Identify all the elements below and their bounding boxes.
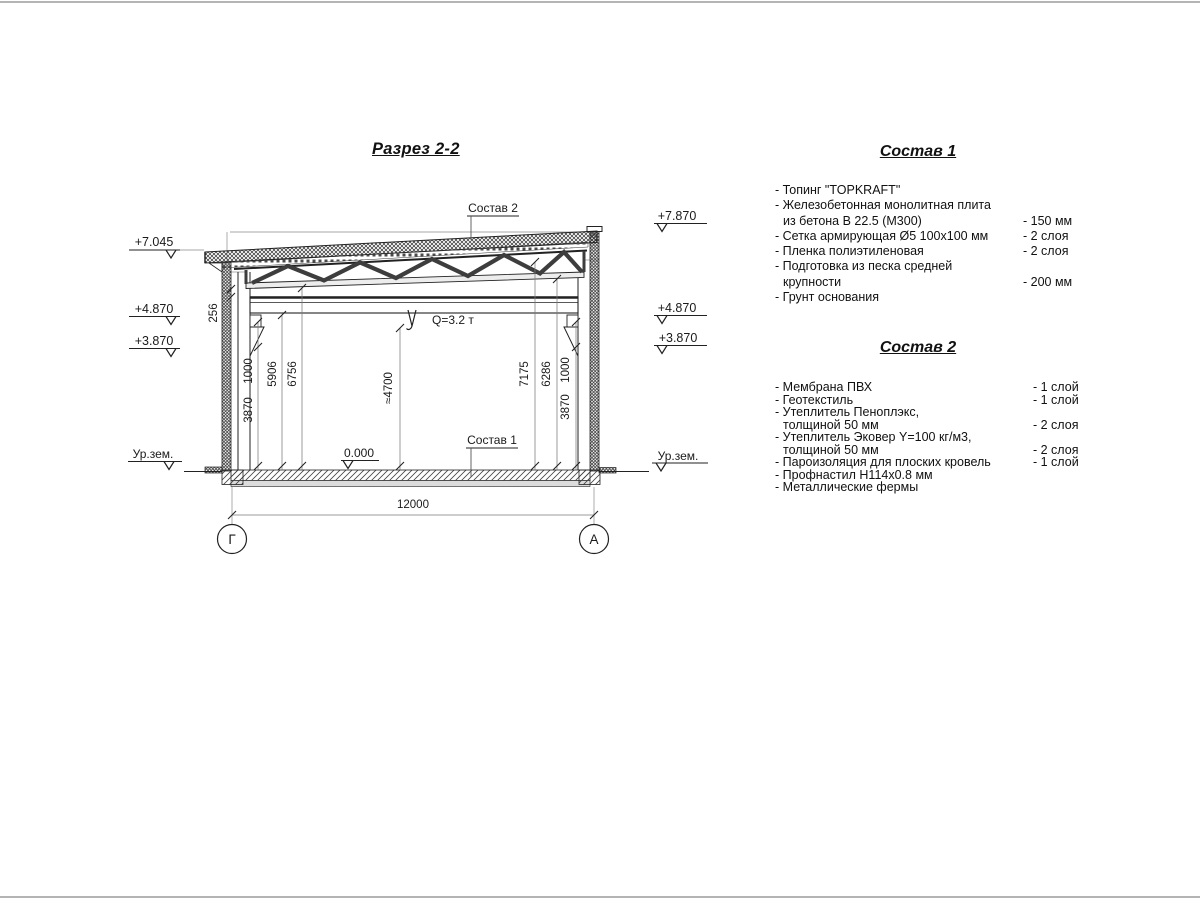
dim-right-3870: 3870 bbox=[560, 394, 572, 420]
item-text: - Топинг "TOPKRAFT" bbox=[775, 183, 901, 197]
callout-sostav1-label: Состав 1 bbox=[467, 433, 517, 447]
zero-level-label: 0.000 bbox=[343, 446, 375, 460]
dim-right-6286: 6286 bbox=[541, 361, 553, 387]
elevation-arrow-icon bbox=[657, 224, 667, 232]
list-item bbox=[775, 290, 1105, 305]
item-text: - Геотекстиль bbox=[775, 392, 854, 407]
item-text: - Пленка полиэтиленовая bbox=[775, 244, 924, 259]
dim-right-1000: 1000 bbox=[560, 357, 572, 383]
list-item bbox=[775, 183, 1105, 198]
item-value: - 200 мм bbox=[1023, 274, 1073, 289]
item-value: - 2 слоя bbox=[1033, 442, 1079, 457]
elev-4870R-label: +4.870 bbox=[657, 301, 697, 315]
zero-level-mark bbox=[341, 446, 379, 469]
spec2-list bbox=[775, 381, 1105, 494]
floor-slab bbox=[184, 467, 649, 487]
item-text: - Подготовка из песка средней bbox=[775, 259, 953, 274]
item-value: - 1 слой bbox=[1033, 380, 1079, 394]
elev-7870-label: +7.870 bbox=[657, 209, 697, 223]
item-text: крупности bbox=[783, 274, 842, 289]
dim-left-6756: 6756 bbox=[287, 361, 299, 387]
item-text: - Профнастил Н114x0.8 мм bbox=[775, 467, 933, 482]
foundation-block-right bbox=[579, 470, 600, 485]
list-item bbox=[775, 244, 1105, 259]
item-text: - Мембрана ПВХ bbox=[775, 380, 873, 394]
elev-7045-label: +7.045 bbox=[134, 235, 174, 249]
elevation-arrow-icon bbox=[166, 250, 176, 258]
ground-level-right-label: Ур.зем. bbox=[657, 449, 699, 463]
dim-roof-256: 256 bbox=[208, 303, 220, 323]
truss-bottom-chord bbox=[246, 272, 584, 289]
item-text: из бетона В 22.5 (М300) bbox=[783, 213, 922, 228]
crane-beam bbox=[250, 297, 578, 330]
spec1-list bbox=[775, 183, 1105, 305]
grade-beam-right bbox=[599, 468, 616, 474]
elevation-marks-right bbox=[652, 209, 708, 471]
dim-left-1000: 1000 bbox=[243, 358, 255, 384]
dim-span-12000: 12000 bbox=[397, 499, 429, 511]
item-value: - 2 слоя bbox=[1023, 228, 1069, 243]
elev-4870L-label: +4.870 bbox=[134, 302, 174, 316]
axis-mark-right bbox=[580, 525, 609, 554]
axis-right-letter: А bbox=[589, 532, 599, 547]
eave-bracket bbox=[209, 263, 222, 272]
list-item bbox=[775, 275, 1105, 290]
elevation-marks-left bbox=[128, 235, 182, 470]
dim-right-7175: 7175 bbox=[519, 361, 531, 387]
elev-3870L-label: +3.870 bbox=[134, 334, 174, 348]
dim-center-4700: ≈4700 bbox=[383, 372, 395, 404]
item-value: - 1 слой bbox=[1033, 392, 1079, 407]
corbel-left bbox=[250, 327, 264, 356]
section-title: Разрез 2-2 bbox=[372, 140, 460, 158]
item-text: - Грунт основания bbox=[775, 290, 880, 305]
item-text: - Железобетонная монолитная плита bbox=[775, 198, 991, 213]
elevation-arrow-icon bbox=[164, 462, 174, 470]
list-item bbox=[775, 198, 1105, 213]
elevation-arrow-icon bbox=[166, 349, 176, 357]
elevation-arrow-icon bbox=[166, 317, 176, 325]
elevation-arrow-icon bbox=[657, 346, 667, 354]
dim-left-3870: 3870 bbox=[243, 397, 255, 423]
list-item bbox=[775, 259, 1105, 274]
list-item bbox=[775, 481, 1105, 494]
item-text: - Металлические фермы bbox=[775, 480, 919, 494]
list-item bbox=[775, 229, 1105, 244]
spec1-heading: Состав 1 bbox=[879, 143, 957, 160]
item-text: толщиной 50 мм bbox=[783, 442, 879, 457]
grade-beam-left bbox=[205, 467, 222, 473]
item-text: - Сетка армирующая Ø5 100x100 мм bbox=[775, 228, 989, 243]
callout-sostav2-label: Состав 2 bbox=[468, 201, 518, 215]
item-value: - 1 слой bbox=[1033, 455, 1079, 469]
left-wall bbox=[209, 262, 231, 471]
elevation-arrow-icon bbox=[343, 461, 353, 469]
item-text: - Утеплитель Эковер Y=100 кг/м3, bbox=[775, 430, 972, 444]
item-text: - Пароизоляция для плоских кровель bbox=[775, 455, 991, 469]
item-value: - 2 слоя bbox=[1033, 417, 1079, 432]
ground-level-left-label: Ур.зем. bbox=[132, 447, 174, 461]
axis-mark-left bbox=[218, 525, 247, 554]
item-value: - 150 мм bbox=[1023, 213, 1073, 228]
dim-left-5906: 5906 bbox=[267, 361, 279, 387]
right-wall bbox=[587, 227, 602, 472]
elevation-arrow-icon bbox=[656, 463, 666, 471]
foundation-block-left bbox=[222, 470, 243, 485]
crane-capacity-label: Q=3.2 т bbox=[432, 313, 474, 327]
item-text: - Утеплитель Пеноплэкс, bbox=[775, 405, 920, 419]
axis-left-letter: Г bbox=[228, 532, 236, 547]
item-value: - 2 слоя bbox=[1023, 244, 1069, 259]
elevation-arrow-icon bbox=[657, 316, 667, 324]
crane-hook-curl-icon bbox=[407, 326, 413, 330]
spec2-heading: Состав 2 bbox=[879, 339, 957, 356]
item-text: толщиной 50 мм bbox=[783, 417, 879, 432]
roof-assembly bbox=[205, 231, 597, 269]
list-item bbox=[775, 214, 1105, 229]
callout-sostav2 bbox=[467, 201, 519, 240]
elev-3870R-label: +3.870 bbox=[658, 331, 698, 345]
